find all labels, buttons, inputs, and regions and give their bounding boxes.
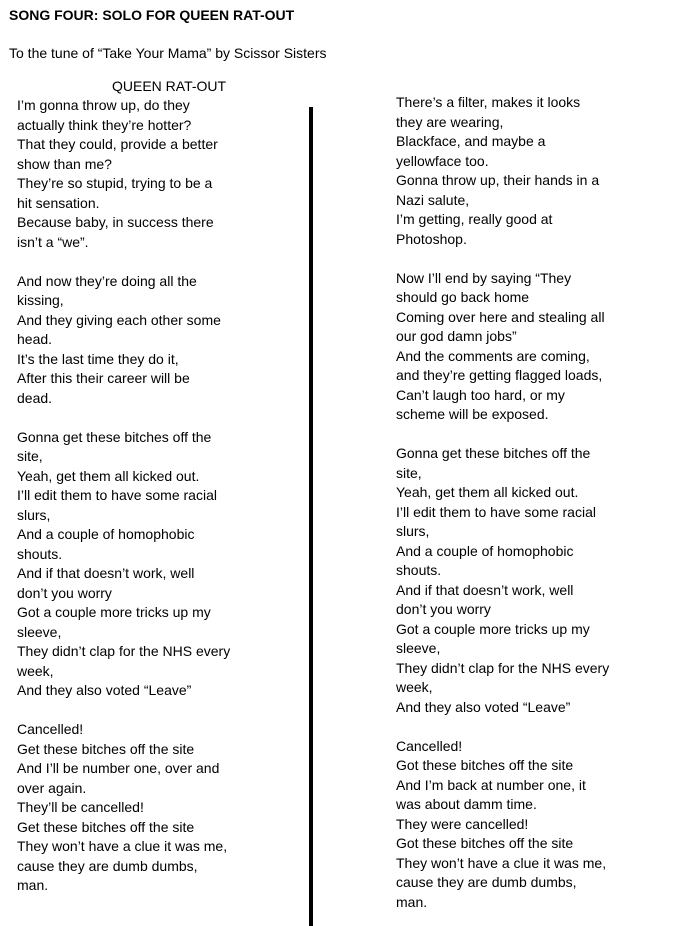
lyric-line: kissing, [17, 292, 64, 308]
lyric-line: Got these bitches off the site [396, 757, 574, 773]
lyric-stanza [396, 93, 631, 249]
lyric-line: dead. [17, 389, 53, 406]
lyric-line: site, [396, 464, 422, 481]
lyric-line: yellowface too. [396, 152, 489, 169]
lyric-line: They’re so stupid, trying to be a [17, 175, 213, 191]
lyric-line: sleeve, [17, 623, 62, 640]
lyric-stanza [17, 96, 252, 252]
lyric-line: Got a couple more tricks up my [17, 604, 211, 620]
lyric-line: they are wearing, [396, 113, 504, 130]
lyric-line: Blackface, and maybe a [396, 133, 546, 149]
lyric-line: There’s a filter, makes it looks [396, 94, 581, 110]
lyric-line: Nazi salute, [396, 191, 470, 208]
lyric-line: Now I’ll end by saying “They [396, 269, 572, 286]
lyric-line: head. [17, 331, 53, 347]
lyric-line: hit sensation. [17, 194, 100, 211]
lyric-line: And I’m back at number one, it [396, 776, 586, 793]
lyric-line: don’t you worry [396, 601, 491, 617]
lyric-line: cause they are dumb dumbs, [396, 874, 577, 890]
lyric-line: Got a couple more tricks up my [396, 620, 590, 637]
lyric-line: Gonna get these bitches off the [17, 428, 212, 445]
lyric-line: Coming over here and stealing all [396, 308, 605, 325]
lyric-line: I’m gonna throw up, do they [17, 97, 190, 113]
lyric-line: slurs, [396, 523, 430, 539]
lyric-line: shouts. [396, 562, 442, 578]
lyric-line: I’ll edit them to have some racial [396, 503, 596, 520]
lyric-line: Get these bitches off the site [17, 740, 195, 757]
lyric-line: sleeve, [396, 640, 441, 656]
lyric-line: Get these bitches off the site [17, 818, 195, 835]
lyric-line: and they’re getting flagged loads, [396, 367, 603, 383]
stanza-gap [396, 717, 631, 737]
lyric-line: Cancelled! [17, 721, 84, 737]
song-title: SONG FOUR: SOLO FOR QUEEN RAT-OUT [9, 7, 295, 23]
tune-subtitle: To the tune of “Take Your Mama” by Scissor Sisters [9, 45, 327, 61]
lyric-line: And if that doesn’t work, well [396, 581, 574, 598]
lyric-line: man. [17, 877, 49, 893]
lyric-line: scheme will be exposed. [396, 406, 549, 422]
lyric-line: Yeah, get them all kicked out. [396, 484, 579, 500]
lyric-line: And they giving each other some [17, 311, 221, 328]
stanza-gap [17, 408, 252, 428]
lyric-line: cause they are dumb dumbs, [17, 857, 198, 874]
lyric-line: They didn’t clap for the NHS every [396, 659, 610, 676]
lyric-stanza [396, 737, 631, 913]
lyric-line: Because baby, in success there [17, 214, 214, 230]
lyric-line: man. [396, 893, 428, 910]
lyric-line: And they also voted “Leave” [396, 698, 571, 715]
lyric-stanza [17, 720, 252, 896]
lyric-line: Gonna get these bitches off the [396, 445, 591, 461]
lyric-line: should go back home [396, 289, 530, 305]
lyric-line: And I’ll be number one, over and [17, 760, 220, 776]
lyric-line: Photoshop. [396, 230, 467, 247]
stanza-gap [396, 425, 631, 445]
lyric-line: Yeah, get them all kicked out. [17, 467, 200, 484]
lyric-line: They’ll be cancelled! [17, 799, 144, 815]
lyric-line: Cancelled! [396, 737, 463, 754]
lyric-line: And a couple of homophobic [396, 542, 574, 559]
lyric-stanza [17, 272, 252, 409]
lyric-line: After this their career will be [17, 370, 190, 386]
lyric-line: show than me? [17, 155, 112, 172]
lyric-line: And if that doesn’t work, well [17, 565, 195, 581]
lyric-line: over again. [17, 779, 87, 796]
lyric-line: That they could, provide a better [17, 136, 218, 152]
lyric-line: Can’t laugh too hard, or my [396, 386, 565, 403]
lyrics-column-right [396, 93, 631, 912]
lyric-stanza [17, 428, 252, 701]
stanza-gap [17, 252, 252, 272]
lyric-line: week, [396, 679, 433, 695]
lyric-line: And now they’re doing all the [17, 272, 197, 289]
stanza-gap [17, 701, 252, 721]
lyric-line: shouts. [17, 545, 63, 562]
lyric-line: I’ll edit them to have some racial [17, 487, 217, 503]
lyric-line: And they also voted “Leave” [17, 682, 192, 698]
lyric-line: was about damm time. [396, 796, 537, 812]
stanza-gap [396, 249, 631, 269]
lyric-line: They won’t have a clue it was me, [396, 854, 607, 871]
lyric-line: don’t you worry [17, 584, 112, 601]
lyric-stanza [396, 444, 631, 717]
lyric-line: actually think they’re hotter? [17, 116, 192, 133]
lyric-line: They were cancelled! [396, 815, 529, 832]
lyric-line: And a couple of homophobic [17, 526, 195, 542]
lyric-line: week, [17, 662, 54, 679]
lyric-line: slurs, [17, 506, 51, 523]
lyric-line: our god damn jobs” [396, 328, 517, 344]
lyric-line: It’s the last time they do it, [17, 350, 179, 367]
lyric-line: Gonna throw up, their hands in a [396, 172, 600, 188]
lyric-line: I’m getting, really good at [396, 211, 553, 227]
lyric-stanza [396, 269, 631, 425]
lyric-line: They didn’t clap for the NHS every [17, 643, 231, 659]
lyric-line: isn’t a “we”. [17, 233, 89, 250]
lyric-line: site, [17, 448, 43, 464]
lyric-line: Got these bitches off the site [396, 835, 574, 851]
speaker-name: QUEEN RAT-OUT [112, 78, 227, 94]
column-divider [309, 107, 313, 926]
lyric-line: And the comments are coming, [396, 347, 590, 364]
lyrics-column-left [17, 96, 252, 896]
lyric-line: They won’t have a clue it was me, [17, 838, 228, 854]
